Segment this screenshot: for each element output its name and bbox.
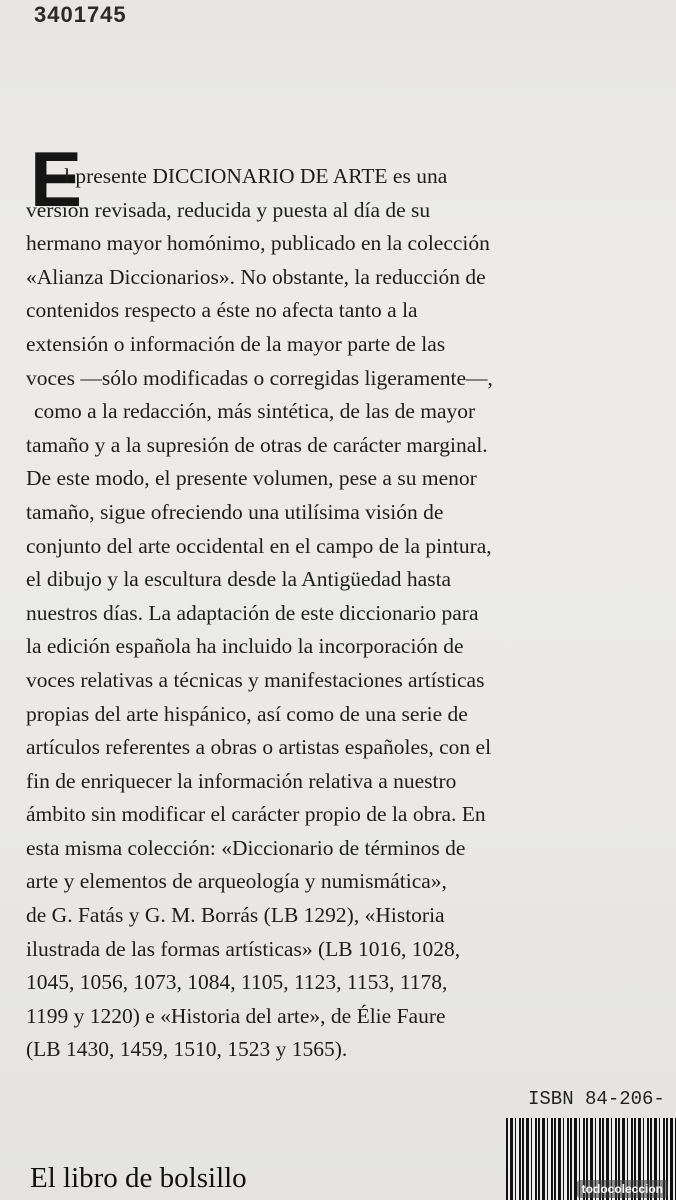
blurb-line: arte y elementos de arqueología y numismática», — [26, 869, 447, 894]
blurb-line: tamaño y a la supresión de otras de carácter marginal. — [26, 432, 488, 457]
blurb-line: artículos referentes a obras o artistas españoles, con el — [26, 735, 492, 760]
blurb-line: tamaño, sigue ofreciendo una utilísima visión de — [26, 499, 444, 524]
isbn-label: ISBN 84-206- — [528, 1088, 665, 1110]
blurb-line: el dibujo y la escultura desde la Antigüedad hasta — [26, 567, 452, 592]
blurb-line: versión revisada, reducida y puesta al día de su — [26, 197, 431, 222]
blurb-line: 1199 y 1220) e «Historia del arte», de Élie Faure — [26, 1003, 446, 1028]
blurb-line: l presente DICCIONARIO DE ARTE es una — [64, 164, 448, 188]
blurb-line: extensión o información de la mayor parte de las — [26, 331, 446, 356]
blurb-line: nuestros días. La adaptación de este diccionario para — [26, 600, 479, 625]
publisher-name: El libro de bolsillo — [30, 1162, 247, 1194]
blurb-line: esta misma colección: «Diccionario de términos de — [26, 835, 466, 860]
watermark: todocoleccion — [577, 1180, 668, 1198]
blurb-line: hermano mayor homónimo, publicado en la colección — [26, 231, 490, 256]
blurb-line: ámbito sin modificar el carácter propio de la obra. En — [26, 802, 486, 827]
drop-cap: E — [30, 135, 83, 223]
blurb-line: de G. Fatás y G. M. Borrás (LB 1292), «Historia — [26, 903, 445, 928]
blurb-line: contenidos respecto a éste no afecta tanto a la — [26, 298, 418, 323]
blurb-line: (LB 1430, 1459, 1510, 1523 y 1565). — [26, 1037, 348, 1062]
blurb-line: voces relativas a técnicas y manifestaciones artísticas — [26, 667, 485, 692]
catalog-code: 3401745 — [34, 2, 127, 27]
blurb-line: fin de enriquecer la información relativa a nuestro — [26, 768, 457, 793]
blurb-line: como a la redacción, más sintética, de las de mayor — [34, 399, 476, 424]
blurb-line: «Alianza Diccionarios». No obstante, la reducción de — [26, 264, 486, 289]
blurb-line: 1045, 1056, 1073, 1084, 1105, 1123, 1153, 1178, — [26, 970, 448, 995]
blurb-line: la edición española ha incluido la incorporación de — [26, 634, 464, 659]
back-cover-blurb — [26, 160, 656, 1067]
blurb-line: ilustrada de las formas artísticas» (LB 1016, 1028, — [26, 936, 461, 961]
blurb-line: voces —sólo modificadas o corregidas ligeramente—, — [26, 365, 493, 390]
blurb-line: conjunto del arte occidental en el campo de la pintura, — [26, 533, 492, 558]
blurb-line: De este modo, el presente volumen, pese a su menor — [26, 466, 477, 491]
blurb-line: propias del arte hispánico, así como de una serie de — [26, 701, 468, 726]
